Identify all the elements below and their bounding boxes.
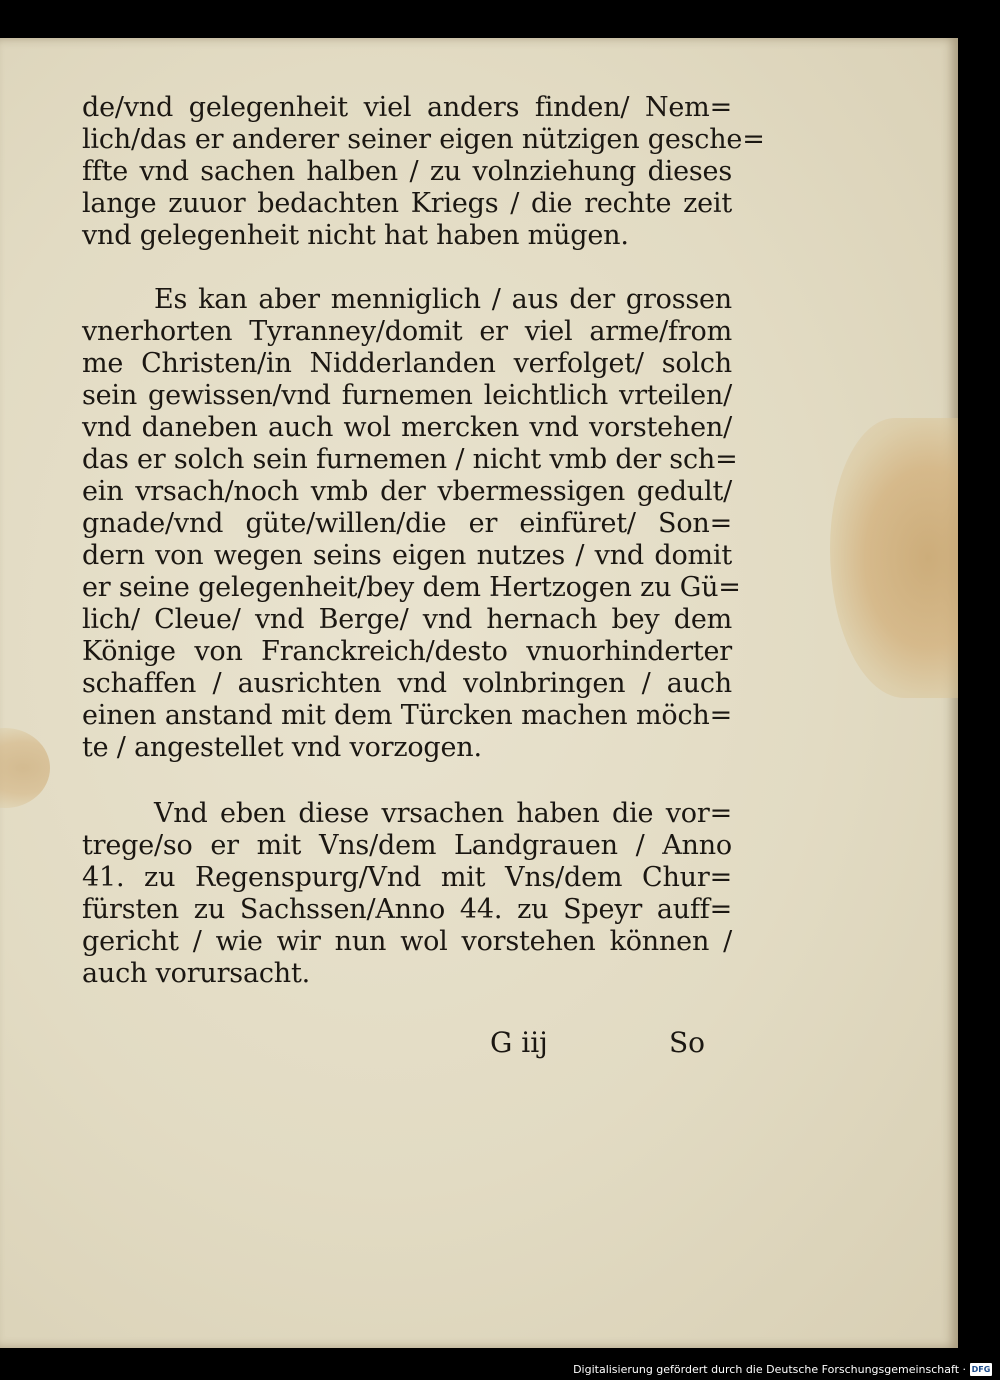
text-line: vnerhorten Tyranney/domit er viel arme/from (82, 316, 732, 347)
text-line: ein vrsach/noch vmb der vbermessigen gedult/ (82, 476, 732, 507)
credit-text: Digitalisierung gefördert durch die Deutsche Forschungsgemeinschaft · (573, 1362, 966, 1376)
text-line: de/vnd gelegenheit viel anders finden/ Nem= (82, 92, 732, 123)
text-line: Es kan aber menniglich / aus der grossen (154, 284, 732, 315)
text-line: einen anstand mit dem Türcken machen möch= (82, 700, 732, 731)
text-line: te / angestellet vnd vorzogen. (82, 732, 482, 763)
text-line: me Christen/in Nidderlanden verfolget/ solch (82, 348, 732, 379)
text-line: sein gewissen/vnd furnemen leichtlich vrteilen/ (82, 380, 732, 411)
dfg-logo-icon: DFG (971, 1364, 991, 1374)
text-line: vnd daneben auch wol mercken vnd vorstehen/ (82, 412, 732, 443)
water-stain-left (0, 728, 50, 808)
text-line: fürsten zu Sachssen/Anno 44. zu Speyr auff= (82, 894, 732, 925)
text-line: das er solch sein furnemen / nicht vmb der sch= (82, 444, 738, 475)
text-line: schaffen / ausrichten vnd volnbringen / auch (82, 668, 732, 699)
footer-credit (573, 1359, 992, 1379)
text-line: dern von wegen seins eigen nutzes / vnd domit (82, 540, 732, 571)
paragraph-1 (82, 92, 765, 252)
text-line: lich/ Cleue/ vnd Berge/ vnd hernach bey dem (82, 604, 732, 635)
water-stain (830, 418, 958, 698)
text-line: lich/das er anderer seiner eigen nützigen gesche= (82, 124, 765, 155)
text-line: auch vorursacht. (82, 958, 310, 989)
text-line: ffte vnd sachen halben / zu volnziehung dieses (82, 156, 732, 187)
text-line: lange zuuor bedachten Kriegs / die rechte zeit (82, 188, 732, 219)
text-line: gnade/vnd güte/willen/die er einfüret/ Son= (82, 508, 732, 539)
text-line: Könige von Franckreich/desto vnuorhinderter (82, 636, 732, 667)
catchword: So (668, 1026, 705, 1059)
text-line: trege/so er mit Vns/dem Landgrauen / Anno (82, 830, 732, 861)
paragraph-2 (82, 284, 741, 764)
signature-mark: G iij (490, 1026, 548, 1059)
text-line: 41. zu Regenspurg/Vnd mit Vns/dem Chur= (82, 862, 732, 893)
page-signature-line (490, 1026, 705, 1059)
text-line: er seine gelegenheit/bey dem Hertzogen zu Gü= (82, 572, 741, 603)
paragraph-3 (82, 798, 732, 990)
text-line: vnd gelegenheit nicht hat haben mügen. (82, 220, 629, 251)
text-line: Vnd eben diese vrsachen haben die vor= (154, 798, 732, 829)
text-line: gericht / wie wir nun wol vorstehen können / (82, 926, 732, 957)
